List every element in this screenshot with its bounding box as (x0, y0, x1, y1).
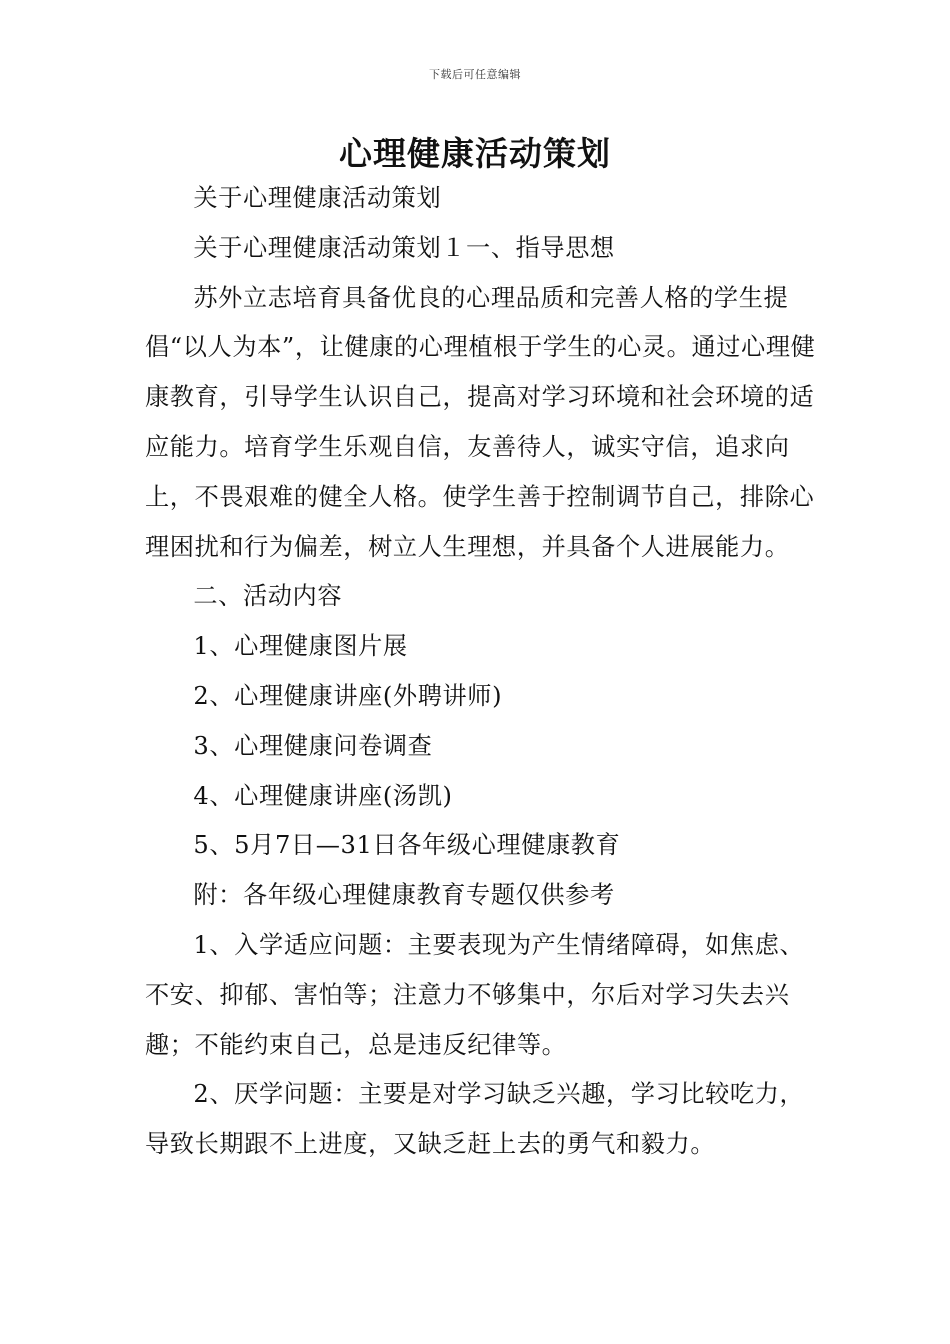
header-note: 下载后可任意编辑 (429, 68, 521, 81)
list-item: 3、心理健康问卷调查 (193, 731, 433, 760)
section-heading-guiding-idea: 关于心理健康活动策划１一、指导思想 (193, 233, 615, 262)
list-item: 2、心理健康讲座(外聘讲师) (193, 681, 503, 710)
body-paragraph: 2、厌学问题：主要是对学习缺乏兴趣，学习比较吃力，导致长期跟不上进度，又缺乏赶上去的勇气和毅力。 (145, 1080, 805, 1159)
list-item: 5、5月7日—31日各年级心理健康教育 (193, 831, 621, 860)
document-body (145, 174, 817, 1170)
appendix-heading: 附：各年级心理健康教育专题仅供参考 (193, 881, 615, 910)
body-paragraph: 苏外立志培育具备优良的心理品质和完善人格的学生提倡“以人为本”，让健康的心理植根于学生的心灵。通过心理健康教育，引导学生认识自己，提高对学习环境和社会环境的适应能力。培育学生乐观自信，友善待人，诚实守信，追求向上，不畏艰难的健全人格。使学生善于控制调节自己，排除心理困扰和行为偏差，树立人生理想，并具备个人进展能力。 (145, 283, 816, 561)
body-paragraph: 1、入学适应问题：主要表现为产生情绪障碍，如焦虑、不安、抑郁、害怕等；注意力不够集中，尔后对学习失去兴趣；不能约束自己，总是违反纪律等。 (145, 930, 805, 1059)
list-item: 1、心理健康图片展 (193, 632, 408, 661)
list-item: 4、心理健康讲座(汤凯) (193, 781, 453, 810)
subtitle-paragraph: 关于心理健康活动策划 (193, 184, 442, 212)
document-title: 心理健康活动策划 (339, 134, 611, 173)
section-heading-activity-content: 二、活动内容 (193, 582, 343, 611)
